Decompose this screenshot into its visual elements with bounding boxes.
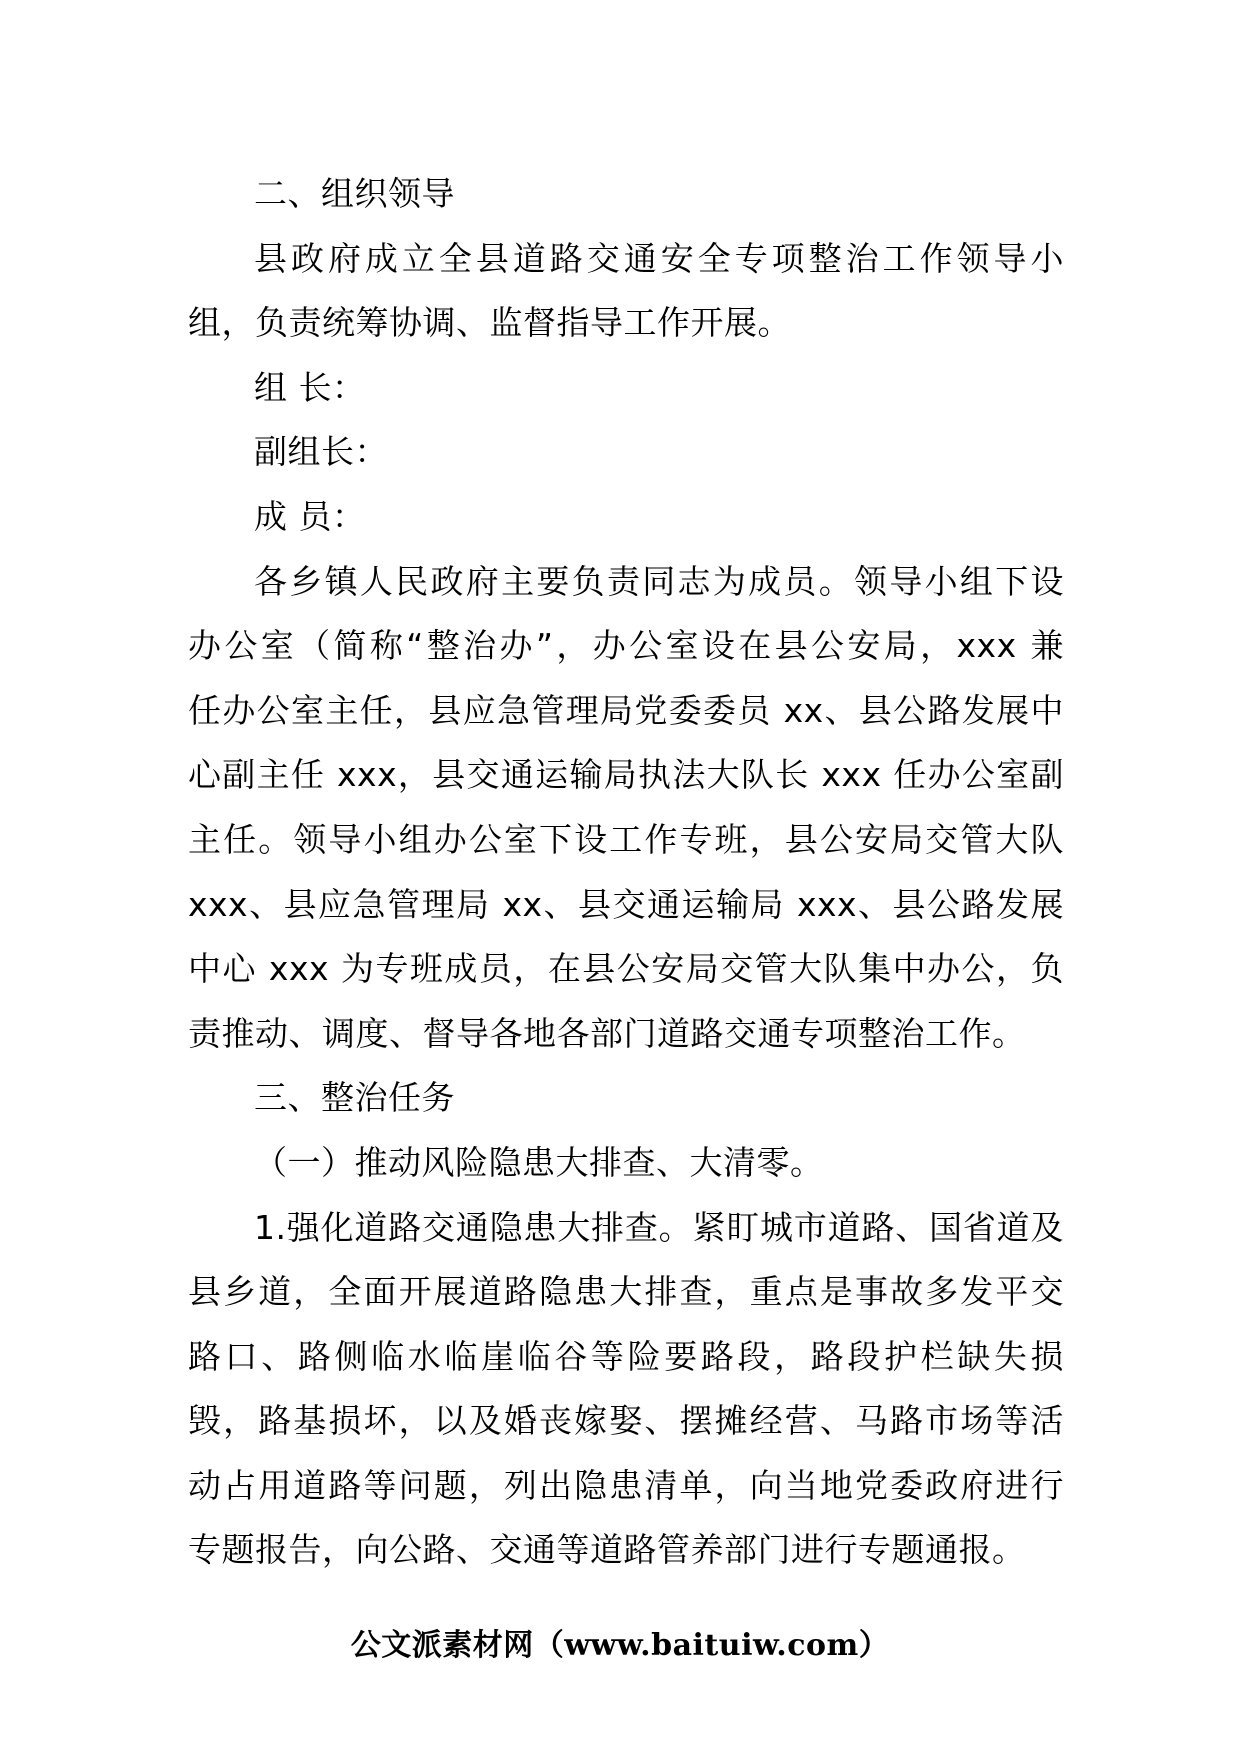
paragraph-line: 中心 xxx 为专班成员，在县公安局交管大队集中办公，负 (188, 949, 1064, 989)
paragraph-line: 1.强化道路交通隐患大排查。紧盯城市道路、国省道及 (254, 1207, 1064, 1247)
paragraph-line: 各乡镇人民政府主要负责同志为成员。领导小组下设 (254, 561, 1064, 601)
paragraph-line: 毁，路基损坏，以及婚丧嫁娶、摆摊经营、马路市场等活 (188, 1401, 1064, 1441)
paragraph-line: 心副主任 xxx，县交通运输局执法大队长 xxx 任办公室副 (188, 755, 1064, 795)
footer-watermark: 公文派素材网（www.baituiw.com） (350, 1628, 890, 1663)
paragraph-line: 责推动、调度、督导各地各部门道路交通专项整治工作。 (188, 1013, 1026, 1053)
paragraph-line: 主任。领导小组办公室下设工作专班，县公安局交管大队 (188, 819, 1064, 859)
deputy-leader-label: 副组长： (254, 432, 388, 472)
section-heading-tasks: 三、整治任务 (254, 1078, 455, 1118)
subsection-heading: （一）推动风险隐患大排查、大清零。 (254, 1142, 824, 1182)
paragraph-line: 县乡道，全面开展道路隐患大排查，重点是事故多发平交 (188, 1272, 1064, 1312)
paragraph-line: 任办公室主任，县应急管理局党委委员 xx、县公路发展中 (188, 690, 1064, 730)
members-label: 成 员： (254, 496, 366, 536)
paragraph-line: 办公室（简称“整治办”，办公室设在县公安局，xxx 兼 (188, 626, 1064, 666)
group-leader-label: 组 长： (254, 367, 366, 407)
paragraph-line: 路口、路侧临水临崖临谷等险要路段，路段护栏缺失损 (188, 1336, 1064, 1376)
paragraph-line: 县政府成立全县道路交通安全专项整治工作领导小 (254, 238, 1064, 278)
paragraph-line: 动占用道路等问题，列出隐患清单，向当地党委政府进行 (188, 1465, 1064, 1505)
paragraph-line: 专题报告，向公路、交通等道路管养部门进行专题通报。 (188, 1530, 1026, 1570)
paragraph-line: xxx、县应急管理局 xx、县交通运输局 xxx、县公路发展 (188, 884, 1064, 924)
document-body (188, 162, 1064, 1583)
section-heading-organization: 二、组织领导 (254, 174, 455, 213)
paragraph-line: 组，负责统筹协调、监督指导工作开展。 (188, 303, 791, 343)
